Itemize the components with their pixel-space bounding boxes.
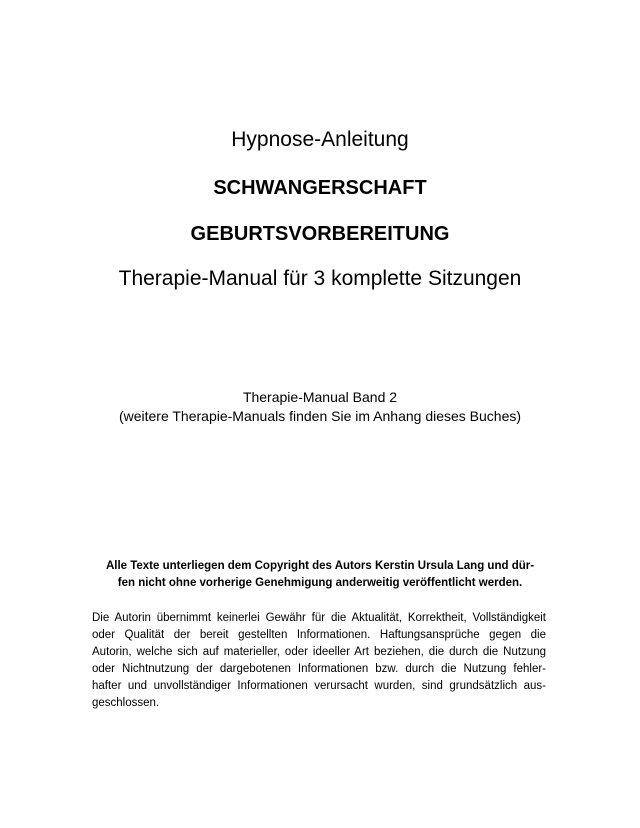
disclaimer-paragraph [92, 610, 546, 712]
title-heading-1: SCHWANGERSCHAFT [213, 177, 427, 199]
copyright-line: fen nicht ohne vorherige Genehmigung anderweitig veröffentlicht werden. [117, 577, 523, 589]
copyright-line: Alle Texte unterliegen dem Copyright des Autors Kerstin Ursula Lang und dür- [105, 560, 535, 572]
disclaimer-line: oder Nichtnutzung der dargebotenen Informationen bzw. durch die Nutzung fehler- [92, 663, 546, 675]
subtitle-top: Hypnose-Anleitung [231, 128, 409, 151]
band-line: Therapie-Manual Band 2 [242, 389, 398, 405]
disclaimer-line: oder Qualität der bereit gestellten Informationen. Haftungsansprüche gegen die [92, 629, 546, 641]
disclaimer-line: hafter und unvollständiger Informationen verursacht wurden, sind grundsätzlich aus- [92, 680, 546, 692]
disclaimer-line: Die Autorin übernimmt keinerlei Gewähr für die Aktualität, Korrektheit, Vollständigkeit [92, 612, 546, 624]
disclaimer-line: geschlossen. [92, 697, 160, 709]
band-note: (weitere Therapie-Manuals finden Sie im Anhang dieses Buches) [118, 408, 522, 424]
subtitle-main: Therapie-Manual für 3 komplette Sitzungen [118, 267, 522, 290]
title-heading-2: GEBURTSVORBEREITUNG [190, 223, 450, 245]
disclaimer-line: Autorin, welche sich auf materieller, oder ideeller Art beziehen, die durch die Nutzung [92, 646, 546, 658]
copyright-notice [92, 558, 548, 592]
